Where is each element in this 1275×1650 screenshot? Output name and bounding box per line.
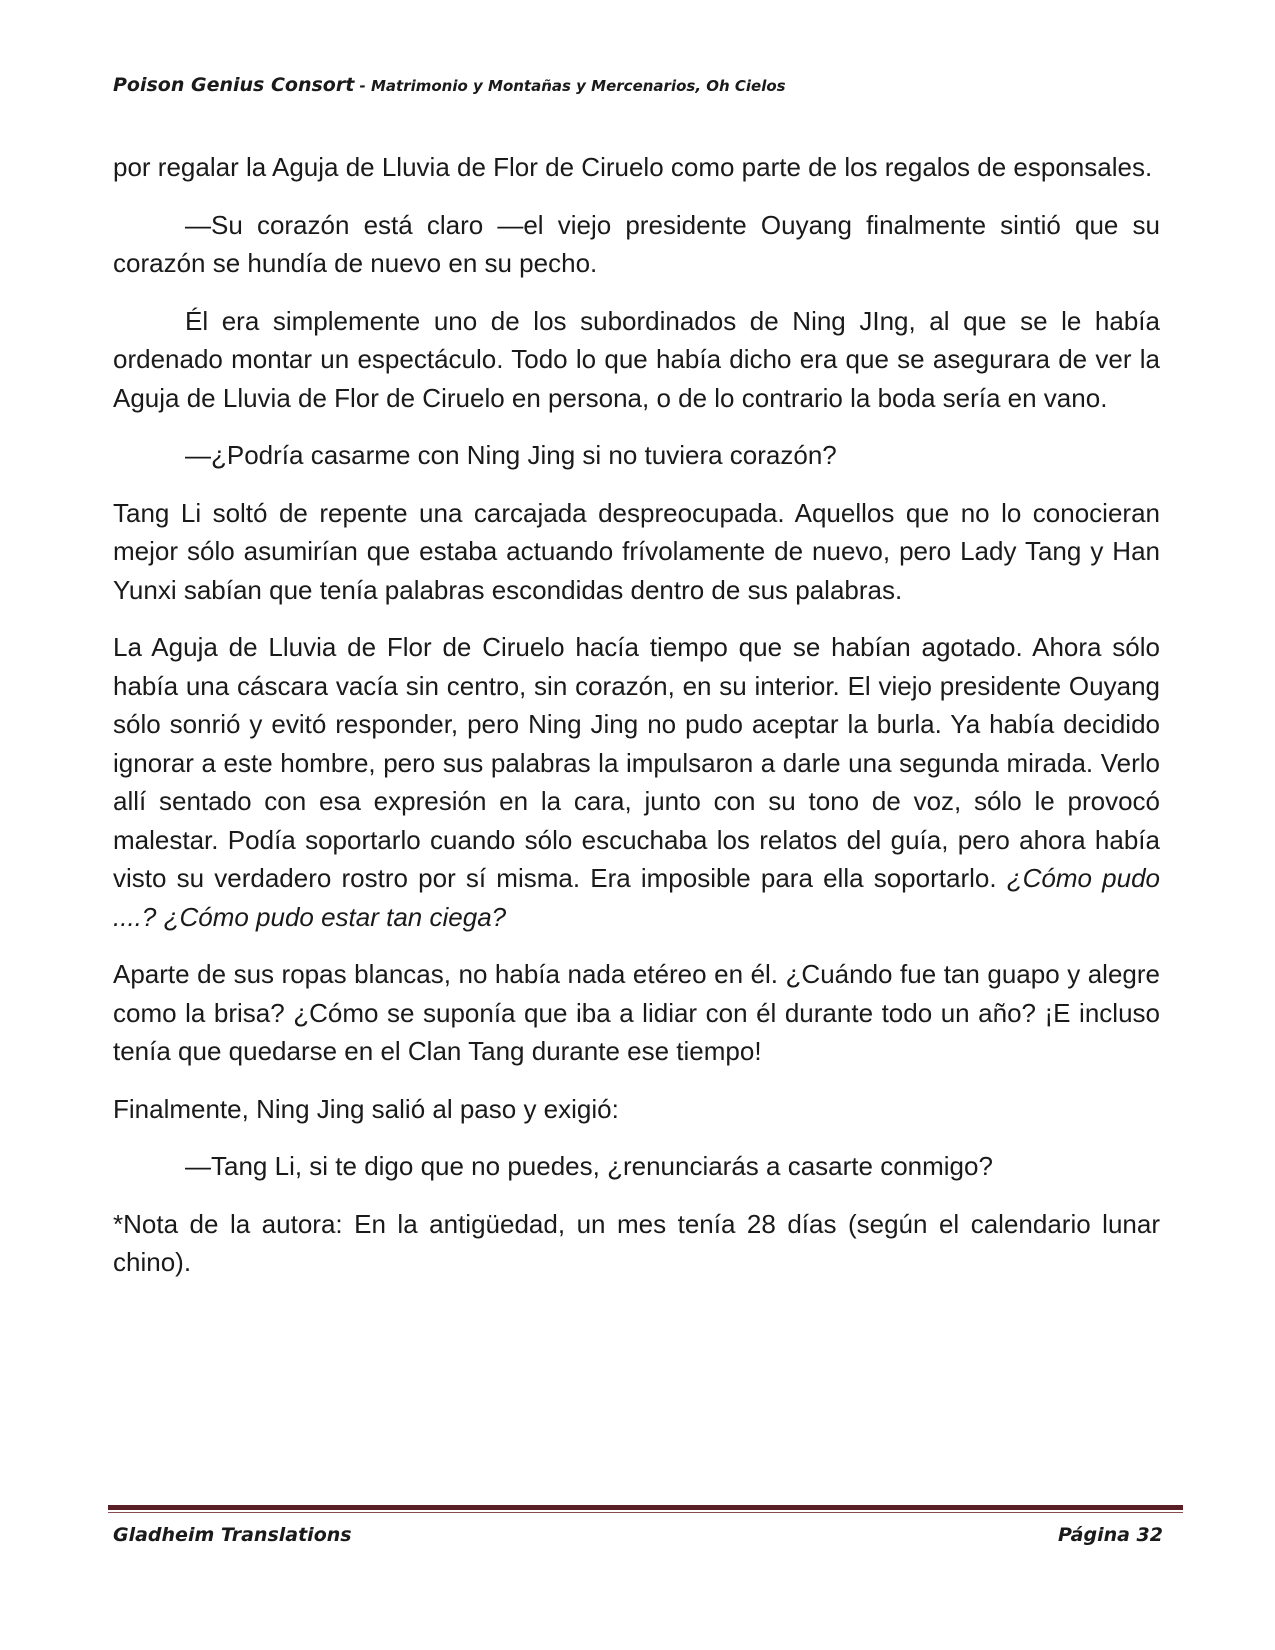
dialogue-paragraph: —Tang Li, si te digo que no puedes, ¿renunciarás a casarte conmigo? [185, 1151, 993, 1181]
chapter-subtitle: - Matrimonio y Montañas y Mercenarios, Oh Cielos [354, 77, 786, 95]
dialogue-paragraph: —Su corazón está claro —el viejo presidente Ouyang finalmente sintió que su corazón se hundía de nuevo en su pecho. [113, 209, 1160, 278]
footer-publisher: Gladheim Translations [113, 1524, 352, 1546]
page-number: Página 32 [1057, 1524, 1163, 1546]
page-header [113, 74, 1173, 96]
dialogue-paragraph: —¿Podría casarme con Ning Jing si no tuviera corazón? [185, 440, 837, 470]
footer-divider [108, 1505, 1183, 1514]
italic-thought: ¿Cómo pudo ....? ¿Cómo pudo estar tan ciega? [113, 863, 1160, 932]
paragraph: por regalar la Aguja de Lluvia de Flor de Ciruelo como parte de los regalos de esponsales. [113, 152, 1153, 182]
footer-divider-thick [108, 1505, 1183, 1510]
paragraph [113, 628, 1160, 936]
paragraph: Finalmente, Ning Jing salió al paso y exigió: [113, 1093, 619, 1124]
footer-divider-thin [108, 1512, 1183, 1513]
author-note: *Nota de la autora: En la antigüedad, un mes tenía 28 días (según el calendario lunar chino). [113, 1208, 1160, 1277]
paragraph: Tang Li soltó de repente una carcajada despreocupada. Aquellos que no lo conocieran mejor sólo asumirían que estaba actuando frívolamente de nuevo, pero Lady Tang y Han Yunxi sabían que tenía palabras escondidas dentro de sus palabras. [113, 497, 1160, 605]
paragraph: Él era simplemente uno de los subordinados de Ning JIng, al que se le había ordenado montar un espectáculo. Todo lo que había dicho era que se asegurara de ver la Aguja de Lluvia de Flor de Ciruelo en persona, o de lo contrario la boda sería en vano. [113, 305, 1160, 413]
book-title: Poison Genius Consort [113, 74, 355, 96]
paragraph-text: La Aguja de Lluvia de Flor de Ciruelo hacía tiempo que se habían agotado. Ahora sólo había una cáscara vacía sin centro, sin corazón, en su interior. El viejo presidente Ouyang sólo sonrió y evitó responder, pero Ning Jing no pudo aceptar la burla. Ya había decidido ignorar a este hombre, pero sus palabras la impulsaron a darle una segunda mirada. Verlo allí sentado con esa expresión en la cara, junto con su tono de voz, sólo le provocó malestar. Podía soportarlo cuando sólo escuchaba los relatos del guía, pero ahora había visto su verdadero rostro por sí misma. Era imposible para ella soportarlo. [113, 632, 1160, 893]
body-text [113, 148, 1160, 1301]
paragraph: Aparte de sus ropas blancas, no había nada etéreo en él. ¿Cuándo fue tan guapo y alegre como la brisa? ¿Cómo se suponía que iba a lidiar con él durante todo un año? ¡E incluso tenía que quedarse en el Clan Tang durante ese tiempo! [113, 959, 1160, 1066]
